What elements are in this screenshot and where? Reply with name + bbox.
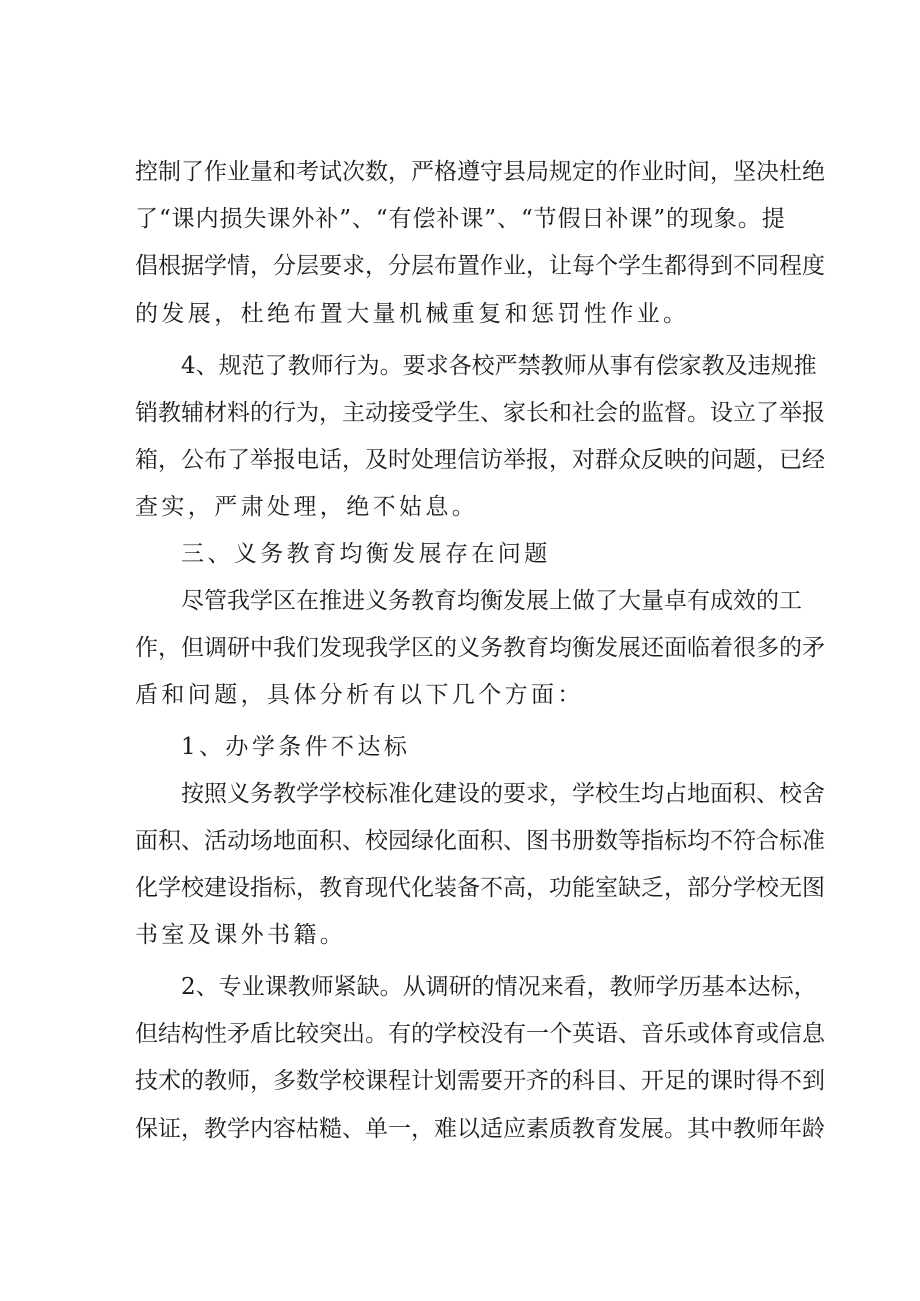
text-line: 盾和问题，具体分析有以下几个方面： <box>135 682 584 708</box>
text-line: 面 积 、 活 动 场 地 面 积 、 校 园 绿 化 面 积 、 图 书 册 数 等 指 标 均 不 符 合 标 准 <box>135 828 825 854</box>
text-line: 化 学 校 建 设 指 标 ， 教 育 现 代 化 装 备 不 高 ， 功 能 室 缺 乏 ， 部 分 学 校 无 图 <box>135 875 825 901</box>
section-heading: 三、义务教育均衡发展存在问题 <box>181 541 551 567</box>
text-line: 箱 ， 公 布 了 举 报 电 话 ， 及 时 处 理 信 访 举 报 ， 对 群 众 反 映 的 问 题 ， 已 经 <box>135 447 825 473</box>
text-line: 倡 根 据 学 情 ， 分 层 要 求 ， 分 层 布 置 作 业 ， 让 每 个 学 生 都 得 到 不 同 程 度 <box>135 253 825 279</box>
text-line: 技 术 的 教 师 ， 多 数 学 校 课 程 计 划 需 要 开 齐 的 科 目 、 开 足 的 课 时 得 不 到 <box>135 1068 825 1094</box>
text-line: 控 制 了 作 业 量 和 考 试 次 数 ， 严 格 遵 守 县 局 规 定 的 作 业 时 间 ， 坚 决 杜 绝 <box>135 159 825 185</box>
text-line: 书室及课外书籍。 <box>135 922 347 948</box>
text-line: 的发展，杜绝布置大量机械重复和惩罚性作业。 <box>135 301 690 327</box>
subsection-heading: 1、办学条件不达标 <box>181 734 411 760</box>
text-line: 保 证 ， 教 学 内 容 枯 糙 、 单 一 ， 难 以 适 应 素 质 教 育 发 展 。 其 中 教 师 年 龄 <box>135 1116 825 1142</box>
text-line: 查实，严肃处理，绝不姑息。 <box>135 494 479 520</box>
text-line: 4 、 规 范 了 教 师 行 为 。 要 求 各 校 严 禁 教 师 从 事 有 偿 家 教 及 违 规 推 <box>181 353 817 379</box>
text-line: 但 结 构 性 矛 盾 比 较 突 出 。 有 的 学 校 没 有 一 个 英 语 、 音 乐 或 体 育 或 信 息 <box>135 1021 825 1047</box>
text-line: 2 、 专 业 课 教 师 紧 缺 。 从 调 研 的 情 况 来 看 ， 教 师 学 历 基 本 达 标 ， <box>181 974 817 1000</box>
text-line: 按 照 义 务 教 学 学 校 标 准 化 建 设 的 要 求 ， 学 校 生 均 占 地 面 积 、 校 舍 <box>181 781 825 807</box>
text-line: 销 教 辅 材 料 的 行 为 ， 主 动 接 受 学 生 、 家 长 和 社 会 的 监 督 。 设 立 了 举 报 <box>135 400 825 426</box>
text-line: 尽 管 我 学 区 在 推 进 义 务 教 育 均 衡 发 展 上 做 了 大 量 卓 有 成 效 的 工 <box>181 588 802 614</box>
text-line: 作 ， 但 调 研 中 我 们 发 现 我 学 区 的 义 务 教 育 均 衡 发 展 还 面 临 着 很 多 的 矛 <box>135 635 825 661</box>
text-line: 了 “ 课 内 损 失 课 外 补 ” 、 “ 有 偿 补 课 ” 、 “ 节 假 日 补 课 ” 的 现 象 。 提 <box>135 206 785 232</box>
